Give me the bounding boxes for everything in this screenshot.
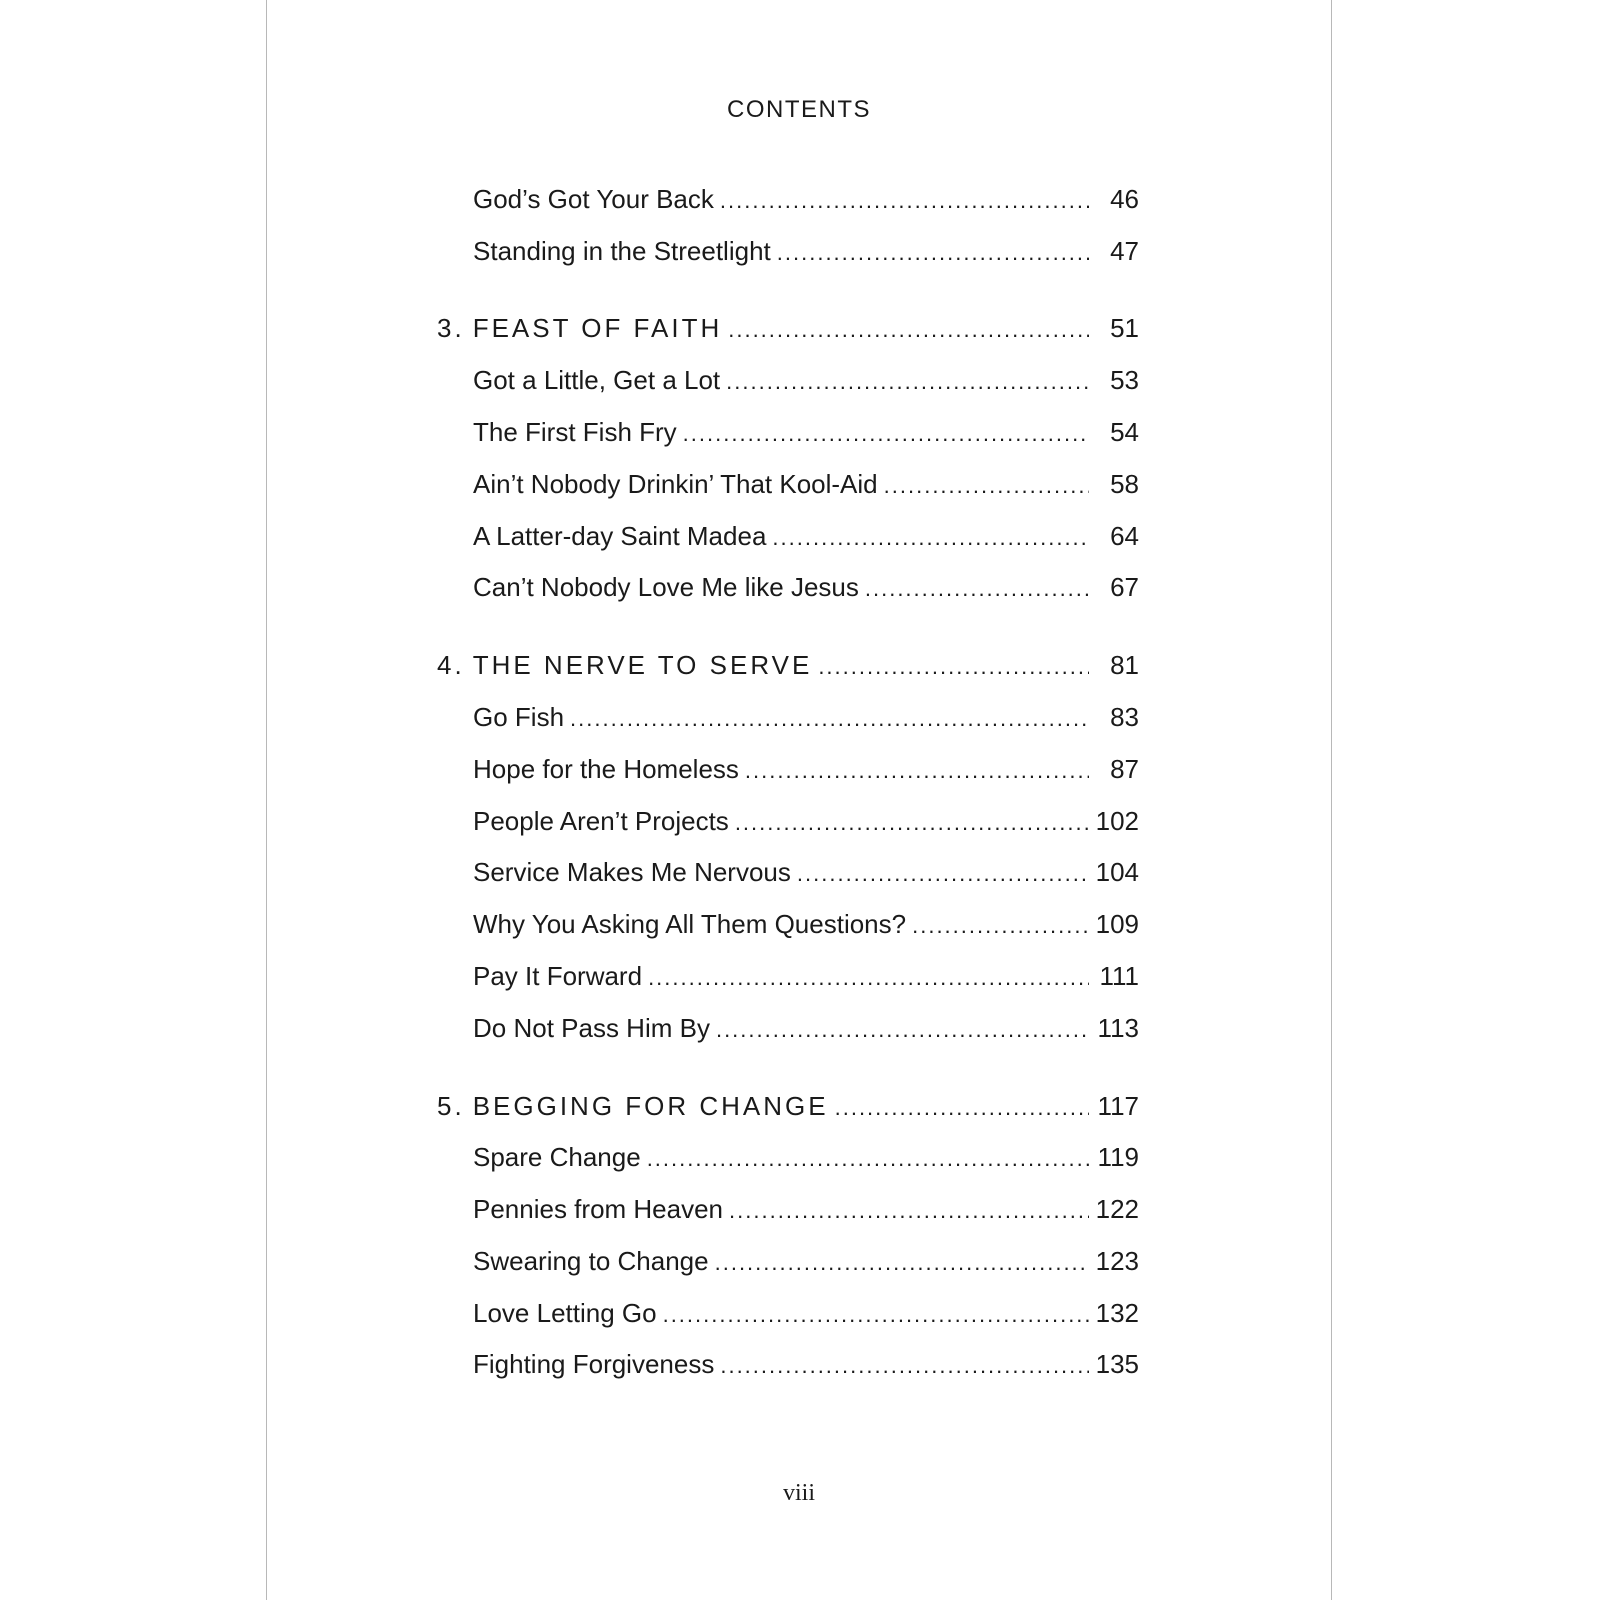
entry-title: Pennies from Heaven [473,1194,724,1224]
toc-page-number: 53 [1110,365,1139,395]
dot-leader [683,421,1089,447]
entry-title: Why You Asking All Them Questions? [473,909,907,939]
toc-page-number: 46 [1110,184,1139,214]
dot-leader [865,576,1089,602]
entry-title: Service Makes Me Nervous [473,857,791,887]
toc-entry-row [473,1349,1139,1389]
page-number: viii [782,1480,815,1506]
toc-page-number: 132 [1095,1298,1139,1328]
entry-title: Go Fish [473,702,565,732]
toc-entry-row [473,521,1139,561]
toc-page-number: 87 [1110,754,1139,784]
dot-leader [726,369,1089,395]
entry-title: The First Fish Fry [473,417,677,447]
toc-entry-row [473,1013,1139,1053]
dot-leader [797,861,1089,887]
entry-title: Standing in the Streetlight [473,236,771,266]
toc-page-number: 111 [1099,961,1139,991]
dot-leader [735,810,1089,836]
chapter-title: FEAST OF FAITH [472,313,723,343]
chapter-title: THE NERVE TO SERVE [472,650,813,680]
entry-title: Ain’t Nobody Drinkin’ That Kool-Aid [473,469,878,499]
toc-chapter-row [437,313,1139,353]
toc-entry-row [473,857,1139,897]
dot-leader [912,913,1089,939]
dot-leader [772,525,1089,551]
entry-title: Pay It Forward [473,961,643,991]
chapter-number: 4. [437,650,465,680]
toc-entry-row [473,1246,1139,1286]
chapter-title: BEGGING FOR CHANGE [472,1091,829,1121]
dot-leader [716,1017,1089,1043]
dot-leader [835,1095,1089,1121]
book-page [266,0,1332,1600]
toc-entry-row [473,754,1139,794]
toc-page-number: 81 [1110,650,1139,680]
toc-page-number: 123 [1095,1246,1139,1276]
dot-leader [729,1198,1089,1224]
entry-title: God’s Got Your Back [473,184,714,214]
toc-page-number: 109 [1095,909,1139,939]
toc-page-number: 64 [1110,521,1139,551]
toc-page-number: 113 [1097,1013,1139,1043]
toc-entry-row [473,469,1139,509]
toc-page-number: 47 [1110,236,1139,266]
dot-leader [777,240,1089,266]
toc-entry-row [473,909,1139,949]
toc-page-number: 58 [1110,469,1139,499]
dot-leader [647,1146,1089,1172]
toc-page-number: 122 [1095,1194,1139,1224]
toc-entry-row [473,702,1139,742]
toc-entry-row [473,1194,1139,1234]
dot-leader [648,965,1089,991]
dot-leader [884,473,1089,499]
toc-chapter-row [437,1091,1139,1131]
dot-leader [663,1302,1089,1328]
toc-entry-row [473,1298,1139,1338]
entry-title: Do Not Pass Him By [473,1013,710,1043]
toc-entry-row [473,184,1139,224]
toc-page-number: 51 [1110,313,1139,343]
toc-chapter-row [437,650,1139,690]
toc-entry-row [473,365,1139,405]
entry-title: Swearing to Change [473,1246,709,1276]
entry-title: Fighting Forgiveness [473,1349,715,1379]
running-head: CONTENTS [727,96,871,123]
toc-page-number: 117 [1097,1091,1139,1121]
dot-leader [818,654,1089,680]
toc-page-number: 54 [1110,417,1139,447]
entry-title: Spare Change [473,1142,641,1172]
entry-title: People Aren’t Projects [473,806,729,836]
toc-entry-row [473,1142,1139,1182]
entry-title: A Latter-day Saint Madea [473,521,767,551]
entry-title: Got a Little, Get a Lot [473,365,721,395]
toc-entry-row [473,236,1139,276]
entry-title: Hope for the Homeless [473,754,739,784]
toc-entry-row [473,806,1139,846]
dot-leader [728,317,1089,343]
toc-page-number: 83 [1110,702,1139,732]
entry-title: Love Letting Go [473,1298,657,1328]
toc-page-number: 119 [1097,1142,1139,1172]
toc-entry-row [473,961,1139,1001]
toc-page-number: 104 [1095,857,1139,887]
dot-leader [720,1353,1089,1379]
toc-entry-row [473,572,1139,612]
toc-entry-row [473,417,1139,457]
chapter-number: 5. [437,1091,465,1121]
dot-leader [570,706,1089,732]
chapter-number: 3. [437,313,465,343]
dot-leader [720,188,1089,214]
dot-leader [715,1250,1089,1276]
dot-leader [745,758,1089,784]
toc-page-number: 135 [1095,1349,1139,1379]
entry-title: Can’t Nobody Love Me like Jesus [473,572,859,602]
toc-page-number: 67 [1110,572,1139,602]
toc-page-number: 102 [1095,806,1139,836]
